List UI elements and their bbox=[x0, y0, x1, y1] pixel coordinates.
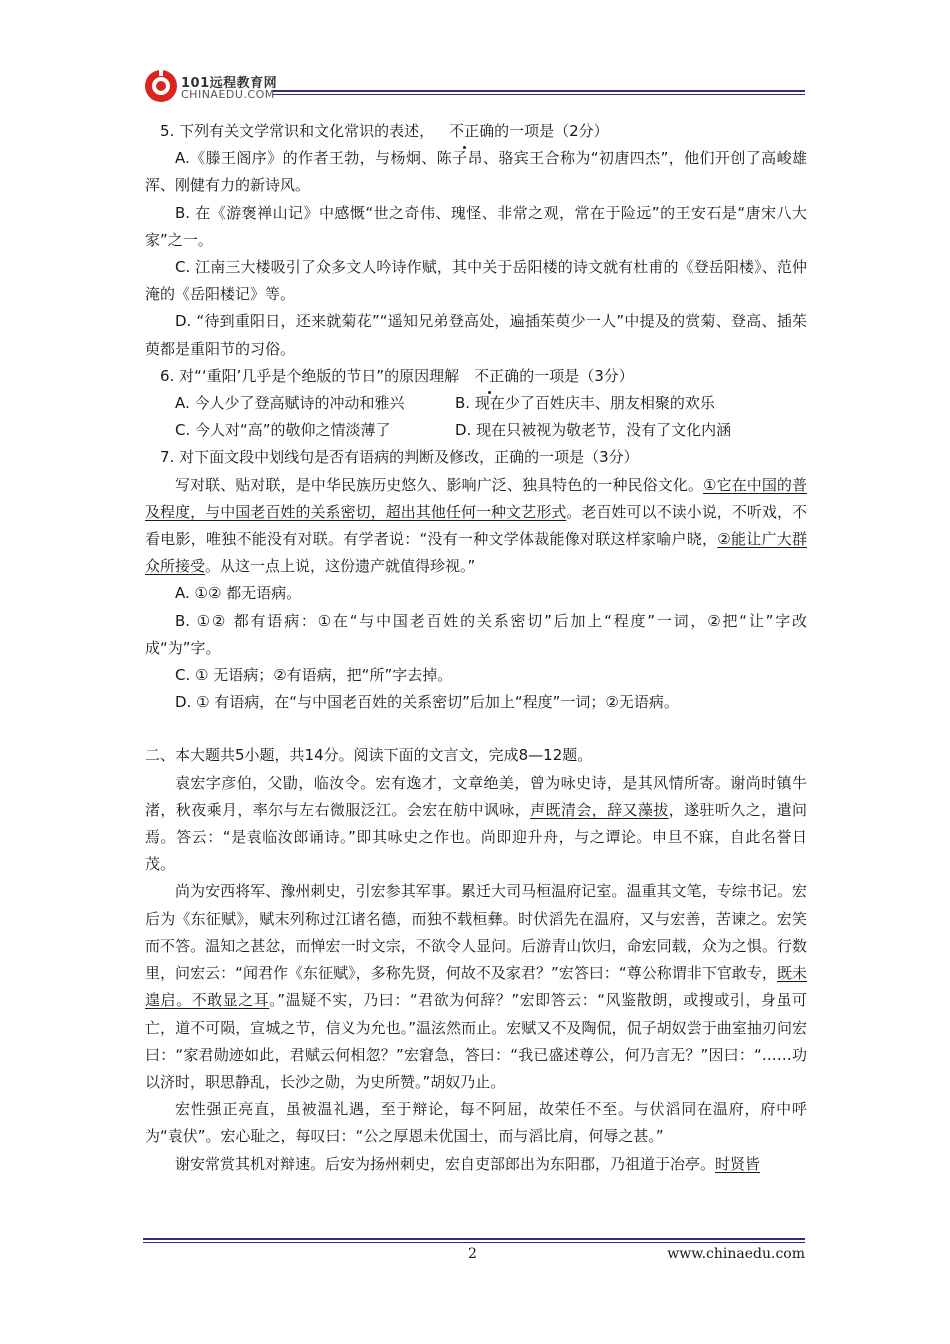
question-6-options-row1 bbox=[145, 390, 807, 417]
footer-rule-thin bbox=[143, 1242, 805, 1243]
question-6-options-row2 bbox=[145, 417, 807, 444]
classical-passage-p3: 宏性强正亮直，虽被温礼遇，至于辩论，每不阿屈，故荣任不至。与伏滔同在温府，府中呼为“袁伏”。宏心耻之，每叹曰：“公之厚恩未优国士，而与滔比肩，何辱之甚。” bbox=[145, 1100, 807, 1146]
question-6-option-a: A. 今人少了登高赋诗的冲动和雅兴 bbox=[175, 394, 405, 413]
question-6-option-c: C. 今人对“高”的敬仰之情淡薄了 bbox=[175, 421, 391, 440]
underlined-phrase-1: 声既清会，辞又藻拔 bbox=[530, 800, 669, 819]
page-content bbox=[145, 118, 807, 1178]
footer-website: www.chinaedu.com bbox=[667, 1246, 805, 1262]
header-rule-thin bbox=[273, 94, 805, 95]
classical-passage-p2: 尚为安西将军、豫州刺史，引宏参其军事。累迁大司马桓温府记室。温重其文笔，专综书记。宏后为《东征赋》，赋末列称过江诸名德，而独不载桓彝。时伏滔先在温府，又与宏善，苦谏之。宏笑而不答。温知之甚忿，而惮宏一时文宗，不欲令人显问。后游青山饮归，命宏同载，众为之惧。行数里，问宏云：“闻君作《东征赋》，多称先贤，何故不及家君？”宏答曰：“尊公称谓非下官敢专，既未遑启。不敢显之耳。”温疑不实，乃曰：“君欲为何辞？”宏即答云：“风鉴散朗，或搜或引，身虽可亡，道不可陨，宣城之节，信义为允也。”温泫然而止。宏赋又不及陶侃，侃子胡奴尝于曲室抽刃问宏曰：“家君勋迹如此，君赋云何相忽？”宏窘急，答曰：“我已盛述尊公，何乃言无？”因曰：“……功以济时，职思静乱，长沙之勋，为史所赞。”胡奴乃止。 bbox=[145, 882, 807, 1091]
question-5-stem: 5. 下列有关文学常识和文化常识的表述， 不正确的一项是（2分） bbox=[145, 118, 807, 145]
header-rule bbox=[273, 90, 805, 92]
page-number: 2 bbox=[468, 1246, 477, 1262]
underlined-phrase-2: 既未遑启。不敢显之耳 bbox=[145, 964, 807, 1010]
question-5-option-d: D. “待到重阳日，还来就菊花”“遥知兄弟登高处，遍插茱萸少一人”中提及的赏菊、登高、插茱萸都是重阳节的习俗。 bbox=[145, 312, 807, 358]
question-5-option-a: A.《滕王阁序》的作者王勃，与杨炯、陈子昂、骆宾王合称为“初唐四杰”，他们开创了高峻雄浑、刚健有力的新诗风。 bbox=[145, 149, 807, 195]
question-5-option-c: C. 江南三大楼吸引了众多文人吟诗作赋，其中关于岳阳楼的诗文就有杜甫的《登岳阳楼》、范仲淹的《岳阳楼记》等。 bbox=[145, 258, 807, 304]
question-6-stem: 6. 对“‘重阳’几乎是个绝版的节日”的原因理解 不正确的一项是（3分） bbox=[145, 363, 807, 390]
underlined-sentence-2: ②能让广大群众所接受 bbox=[145, 530, 807, 576]
chinaedu-logo-icon bbox=[143, 68, 179, 104]
question-7-stem: 7. 对下面文段中划线句是否有语病的判断及修改，正确的一项是（3分） bbox=[160, 448, 639, 467]
classical-passage-p1: 袁宏字彦伯，父勖，临汝令。宏有逸才，文章绝美，曾为咏史诗，是其风情所寄。谢尚时镇牛渚，秋夜乘月，率尔与左右微服泛江。会宏在舫中讽咏，声既清会，辞又藻拔，遂驻听久之，遣问焉。答云：“是袁临汝郎诵诗。”即其咏史之作也。尚即迎升舟，与之谭论。申旦不寐，自此名誉日茂。 bbox=[145, 773, 807, 874]
question-5-option-b: B. 在《游褒禅山记》中感慨“世之奇伟、瑰怪、非常之观，常在于险远”的王安石是“唐宋八大家”之一。 bbox=[145, 203, 807, 249]
question-7-option-c: C. ① 无语病；②有语病，把“所”字去掉。 bbox=[175, 666, 453, 685]
question-7-passage: 写对联、贴对联，是中华民族历史悠久、影响广泛、独具特色的一种民俗文化。①它在中国的普及程度，与中国老百姓的关系密切，超出其他任何一种文艺形式。老百姓可以不读小说，不听戏，不看电影，唯独不能没有对联。有学者说：“没有一种文学体裁能像对联这样家喻户晓，②能让广大群众所接受。从这一点上说，这份遗产就值得珍视。” bbox=[145, 475, 807, 576]
underlined-phrase-3: 时贤皆 bbox=[715, 1154, 761, 1173]
section-2-title: 二、本大题共5小题，共14分。阅读下面的文言文，完成8—12题。 bbox=[145, 746, 593, 765]
footer-rule bbox=[143, 1238, 805, 1240]
question-7-option-a: A. ①② 都无语病。 bbox=[175, 584, 302, 603]
question-7-option-d: D. ① 有语病，在“与中国老百姓的关系密切”后加上“程度”一词；②无语病。 bbox=[175, 693, 679, 712]
emphasis-not-correct: 不正确 bbox=[434, 122, 494, 140]
logo-text-cn: 101远程教育网 bbox=[181, 76, 278, 91]
question-6-option-b: B. 现在少了百姓庆丰、朋友相聚的欢乐 bbox=[455, 394, 715, 413]
page-header bbox=[143, 68, 805, 108]
question-7-option-b: B. ①② 都有语病：①在“与中国老百姓的关系密切”后加上“程度”一词，②把“让”字改成“为”字。 bbox=[145, 611, 807, 657]
question-6-option-d: D. 现在只被视为敬老节，没有了文化内涵 bbox=[455, 421, 732, 440]
emphasis-not-correct: 不正确 bbox=[459, 363, 519, 390]
classical-passage-p4: 谢安常赏其机对辩速。后安为扬州刺史，宏自吏部郎出为东阳郡，乃祖道于冶亭。时贤皆 bbox=[175, 1154, 761, 1173]
logo-text-en: CHINAEDU.COM bbox=[181, 88, 275, 101]
underlined-sentence-1: ①它在中国的普及程度，与中国老百姓的关系密切，超出其他任何一种文艺形式 bbox=[145, 475, 807, 521]
page-footer bbox=[143, 1238, 805, 1278]
